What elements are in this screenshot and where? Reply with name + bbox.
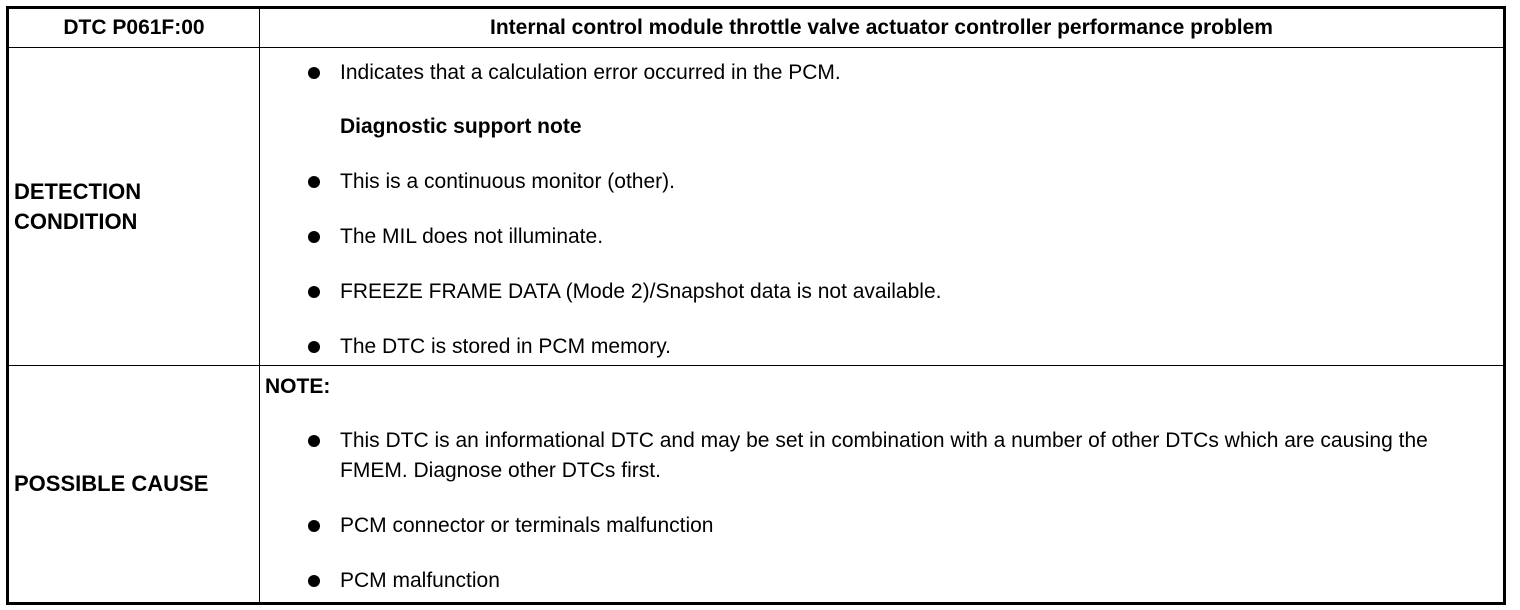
detection-condition-row [8, 48, 1505, 366]
possible-cause-row [8, 366, 1505, 604]
list-item-text: The MIL does not illuminate. [340, 225, 604, 248]
list-item [260, 332, 1503, 362]
diagnostic-support-note-heading: Diagnostic support note [340, 115, 582, 138]
dtc-table [6, 6, 1506, 605]
possible-cause-label: POSSIBLE CAUSE [8, 366, 260, 604]
bullet-icon [308, 520, 320, 532]
dtc-description: Internal control module throttle valve actuator controller performance problem [260, 8, 1505, 48]
bullet-icon [308, 176, 320, 188]
list-item-text: PCM connector or terminals malfunction [340, 514, 714, 537]
list-item-text: Indicates that a calculation error occurred in the PCM. [340, 61, 841, 84]
bullet-icon [308, 286, 320, 298]
list-item-text: The DTC is stored in PCM memory. [340, 335, 672, 358]
bullet-icon [308, 435, 320, 447]
header-row [8, 8, 1505, 48]
list-item-text: PCM malfunction [340, 569, 500, 592]
list-item [260, 277, 1503, 307]
bullet-icon [308, 231, 320, 243]
list-item [260, 426, 1503, 486]
list-item-text: This is a continuous monitor (other). [340, 170, 675, 193]
bullet-icon [308, 67, 320, 79]
list-item [260, 511, 1503, 541]
possible-cause-list [260, 426, 1503, 596]
detection-first-list [260, 58, 1503, 88]
note-label: NOTE: [265, 375, 331, 398]
list-item-text: FREEZE FRAME DATA (Mode 2)/Snapshot data is not available. [340, 280, 942, 303]
bullet-icon [308, 575, 320, 587]
detection-condition-label [8, 48, 260, 366]
list-item [260, 566, 1503, 596]
dtc-code: DTC P061F:00 [8, 8, 260, 48]
bullet-icon [308, 341, 320, 353]
detection-support-list [260, 167, 1503, 362]
list-item [260, 222, 1503, 252]
possible-cause-content [260, 366, 1505, 604]
detection-condition-label-text: DETECTION CONDITION [14, 178, 142, 234]
list-item [260, 167, 1503, 197]
detection-condition-content [260, 48, 1505, 366]
list-item [260, 58, 1503, 88]
list-item-text: This DTC is an informational DTC and may be set in combination with a number of other DTCs which are causing the FMEM. Diagnose other DTCs first. [340, 429, 1428, 482]
